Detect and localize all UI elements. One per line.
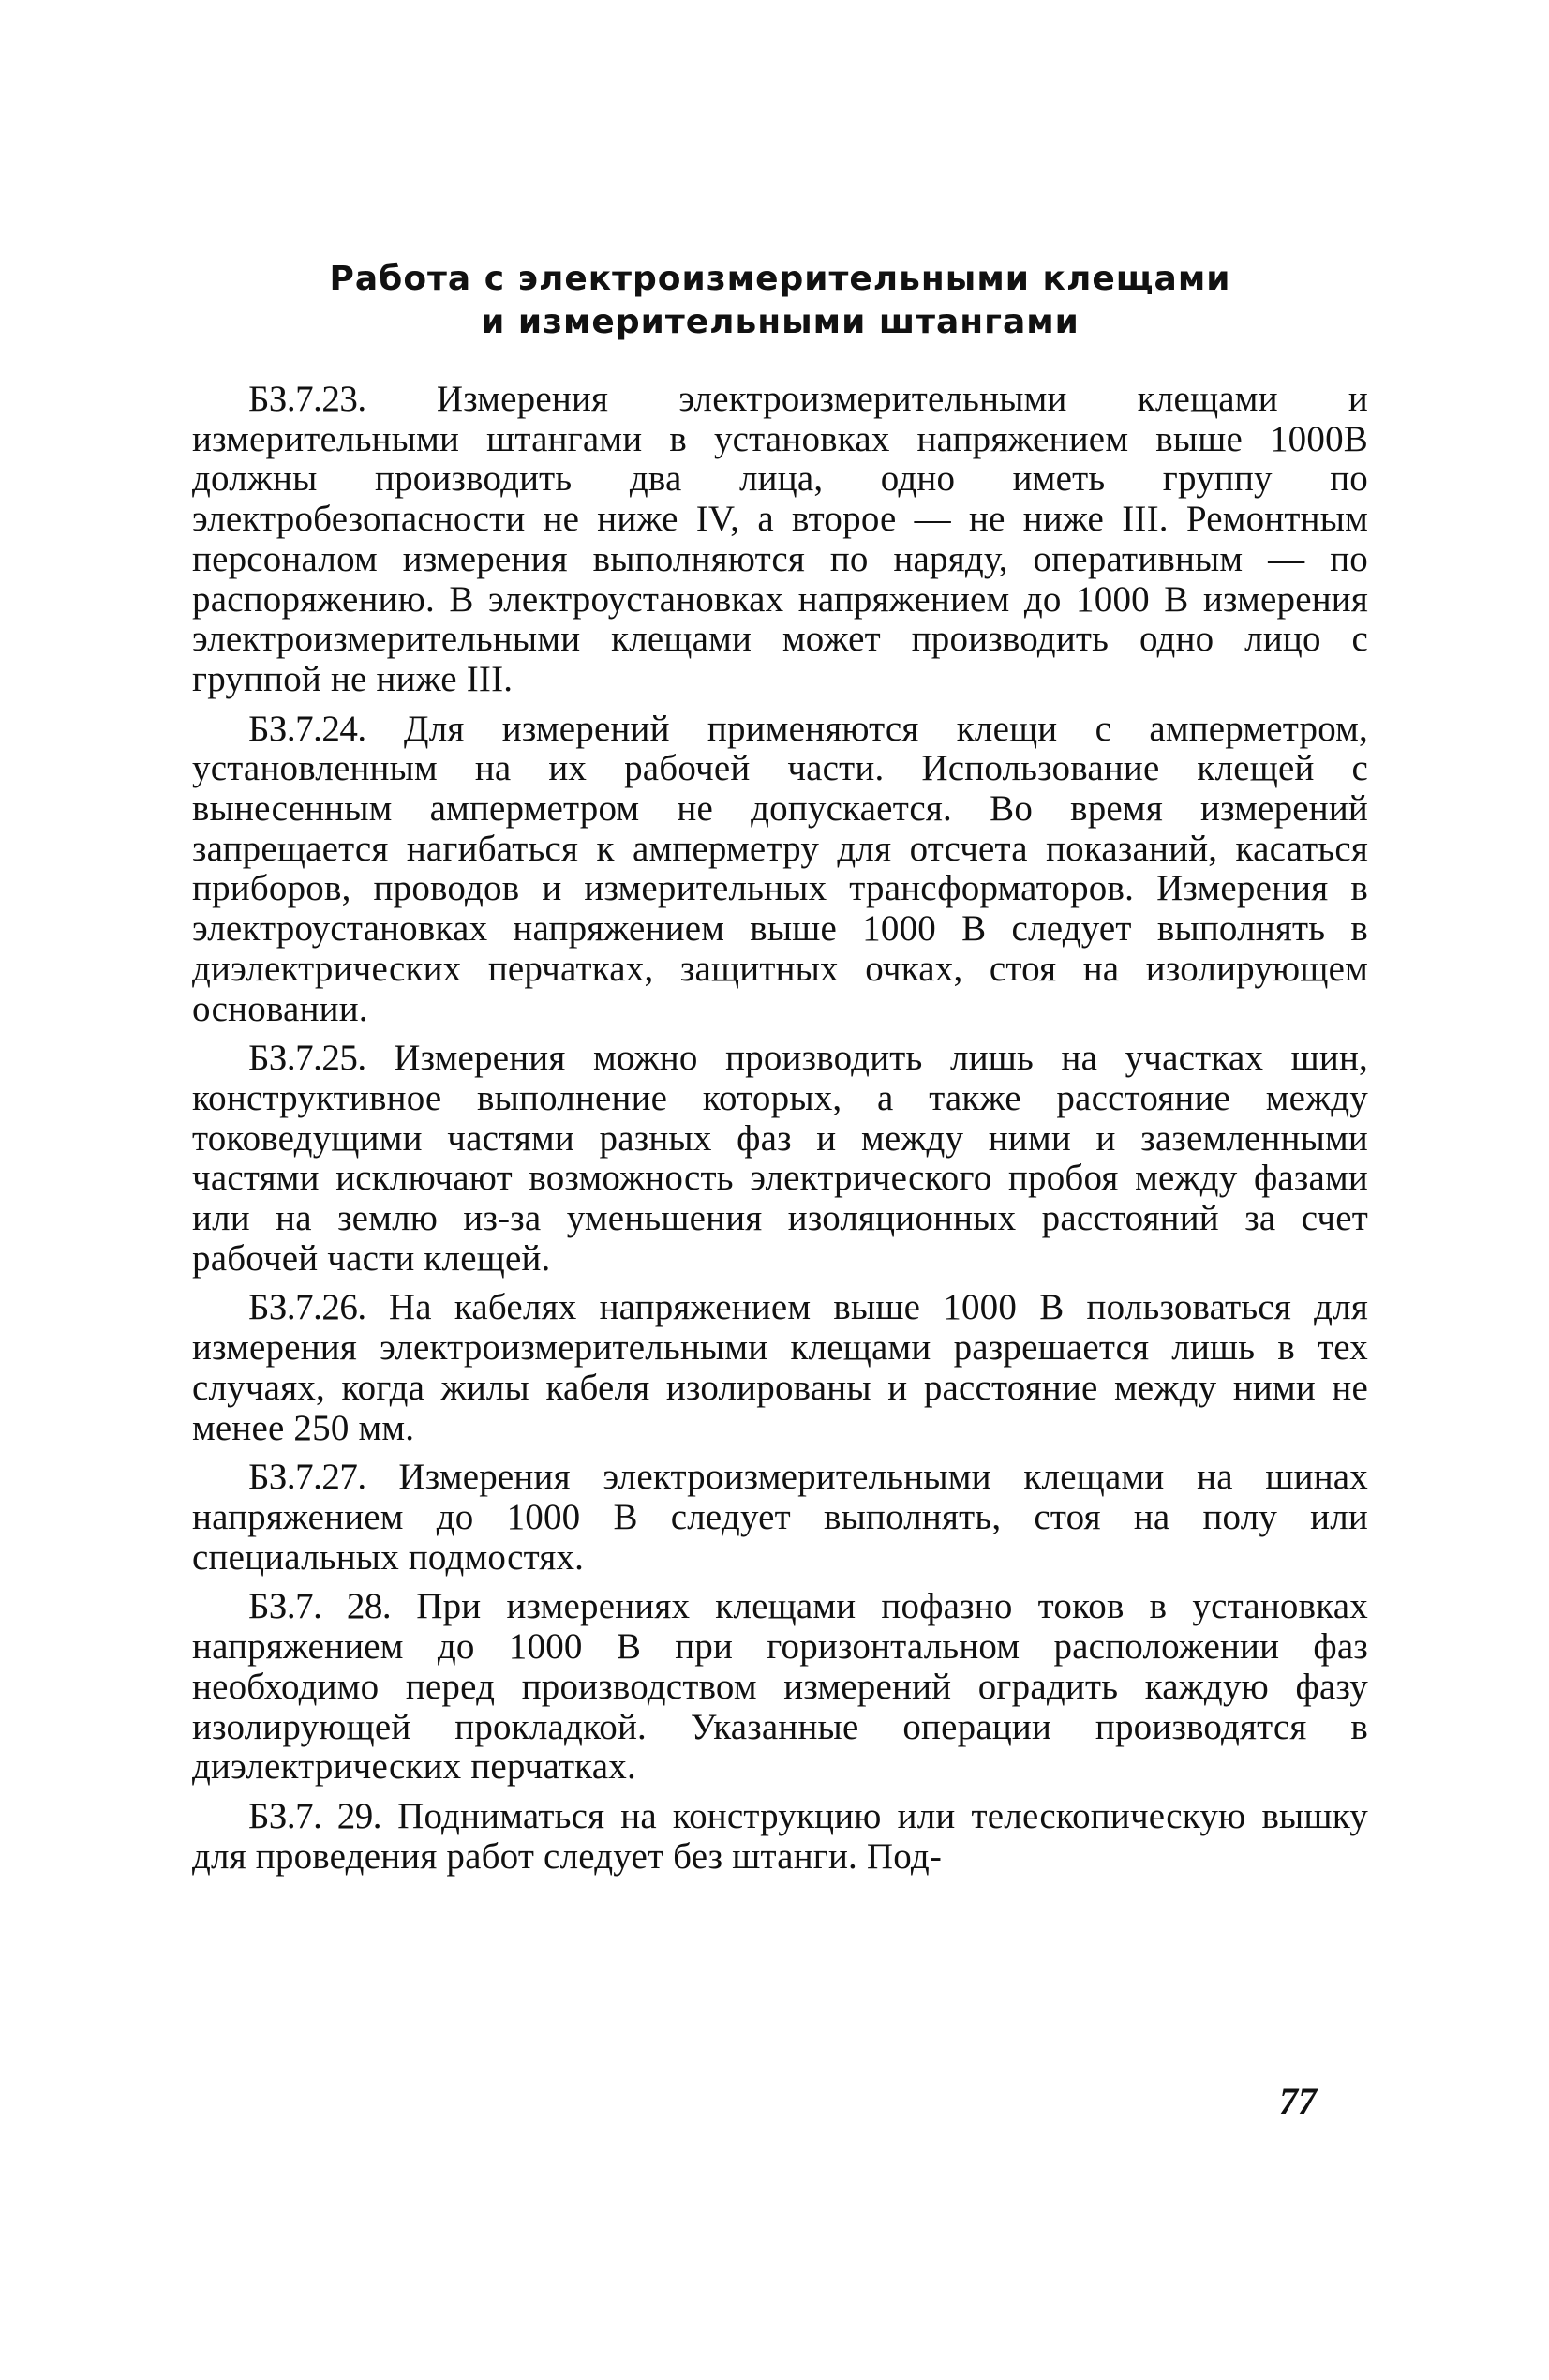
paragraph-number: БЗ.7.25. xyxy=(248,1038,366,1079)
paragraph-b3-7-24 xyxy=(192,710,1368,1030)
heading-line-1: Работа с электроизмерительными клещами xyxy=(329,260,1231,298)
paragraph-text: Измерения можно производить лишь на участках шин, конструктивное выполнение которых, а также расстояние между токоведущими частями разных фаз и между ними и заземленными частями исключают возможность электрического пробоя между фазами или на землю из-за уменьшения изоляционных расстояний за счет рабочей части клещей. xyxy=(192,1038,1368,1279)
paragraph-b3-7-26 xyxy=(192,1288,1368,1448)
paragraph-text: При измерениях клещами пофазно токов в установках напряжением до 1000 В при горизонтальном расположении фаз необходимо перед производством измерений оградить каждую фазу изолирующей прокладкой. Указанные операции производятся в диэлектрических перчатках. xyxy=(192,1586,1369,1788)
paragraph-b3-7-27 xyxy=(192,1458,1368,1578)
paragraph-text: Для измерений применяются клещи с амперметром, установленным на их рабочей части. Использование клещей с вынесенным амперметром не допускается. Во время измерений запрещается нагибаться к амперметру для отсчета показаний, касаться приборов, проводов и измерительных трансформаторов. Измерения в электроустановках напряжением выше 1000 В следует выполнять в диэлектрических перчатках, защитных очках, стоя на изолирующем основании. xyxy=(192,708,1369,1029)
paragraph-b3-7-23 xyxy=(192,380,1368,700)
paragraph-b3-7-28 xyxy=(192,1587,1368,1788)
paragraph-text: Подниматься на конструкцию или телескопическую вышку для проведения работ следует без штанги. Под- xyxy=(192,1795,1368,1877)
paragraph-number: БЗ.7.27. xyxy=(248,1457,366,1498)
paragraph-text: Измерения электроизмерительными клещами на шинах напряжением до 1000 В следует выполнять, стоя на полу или специальных подмостях. xyxy=(192,1457,1369,1578)
paragraph-text: Измерения электроизмерительными клещами и измерительными штангами в установках напряжением выше 1000В должны производить два лица, одно иметь группу по электробезопасности не ниже IV, а второе — не ниже III. Ремонтным персоналом измерения выполняются по наряду, оперативным — по распоряжению. В электроустановках напряжением до 1000 В измерения электроизмерительными клещами может производить одно лицо с группой не ниже III. xyxy=(192,379,1368,699)
paragraph-number: БЗ.7.24. xyxy=(248,708,366,749)
paragraph-b3-7-25 xyxy=(192,1039,1368,1279)
page-number: 77 xyxy=(1279,2080,1317,2122)
paragraph-number: БЗ.7. 28. xyxy=(248,1586,392,1627)
paragraph-number: БЗ.7.23. xyxy=(248,379,366,419)
heading-line-2: и измерительными штангами xyxy=(481,303,1080,341)
paragraph-number: БЗ.7.26. xyxy=(248,1287,366,1328)
paragraph-text: На кабелях напряжением выше 1000 В пользоваться для измерения электроизмерительными клещами разрешается лишь в тех случаях, когда жилы кабеля изолированы и расстояние между ними не менее 250 мм. xyxy=(192,1287,1368,1448)
paragraph-number: БЗ.7. 29. xyxy=(248,1795,382,1836)
paragraph-b3-7-29 xyxy=(192,1797,1368,1877)
document-page xyxy=(192,258,1368,1886)
section-heading xyxy=(192,258,1368,344)
